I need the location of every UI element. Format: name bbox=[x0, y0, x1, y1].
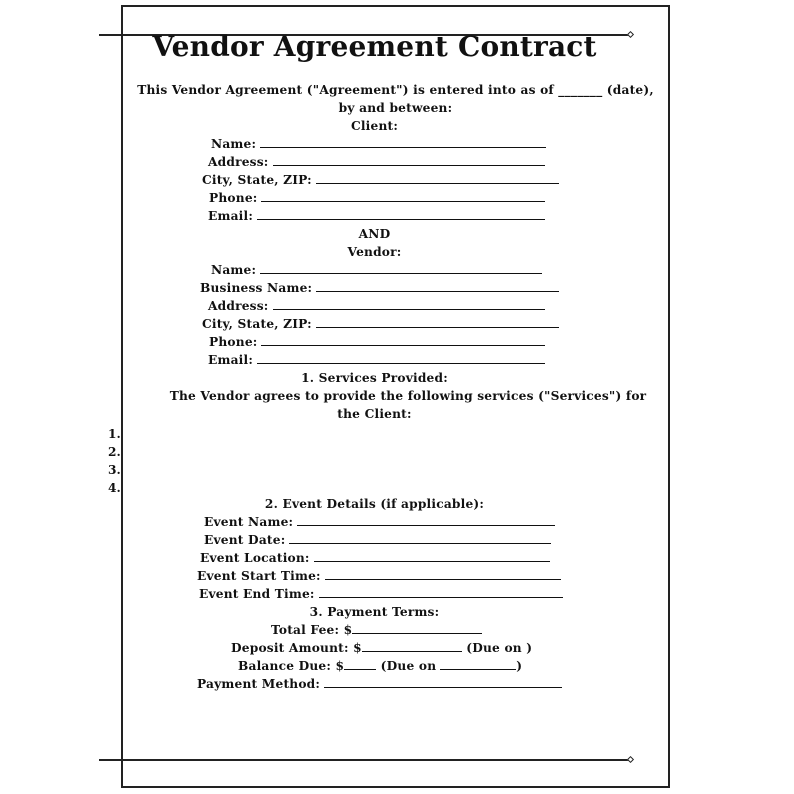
client-name-row bbox=[211, 136, 546, 152]
balance-due-close: ) bbox=[516, 659, 523, 673]
intro-line-1 bbox=[121, 82, 670, 98]
payment-method-field[interactable] bbox=[324, 676, 562, 688]
vendor-name-row bbox=[211, 262, 542, 278]
balance-row bbox=[238, 658, 522, 674]
event-end-label: Event End Time: bbox=[199, 587, 315, 601]
event-date-field[interactable] bbox=[289, 532, 551, 544]
client-email-row bbox=[208, 208, 545, 224]
vendor-city-label: City, State, ZIP: bbox=[202, 317, 312, 331]
section-1-text-1: The Vendor agrees to provide the following services ("Services") for bbox=[169, 389, 647, 403]
client-phone-row bbox=[209, 190, 545, 206]
service-item-4[interactable]: 4. bbox=[108, 481, 121, 495]
vendor-business-field[interactable] bbox=[316, 280, 559, 292]
client-phone-field[interactable] bbox=[261, 190, 545, 202]
deposit-label: Deposit Amount: $ bbox=[231, 641, 362, 655]
vendor-city-field[interactable] bbox=[316, 316, 559, 328]
total-fee-field[interactable] bbox=[352, 622, 482, 634]
vendor-phone-row bbox=[209, 334, 545, 350]
vendor-business-row bbox=[200, 280, 559, 296]
deposit-due-text: (Due on ) bbox=[466, 641, 533, 655]
event-date-row bbox=[204, 532, 551, 548]
client-address-row bbox=[208, 154, 545, 170]
section-3-heading: 3. Payment Terms: bbox=[309, 605, 440, 619]
balance-due-text: (Due on bbox=[380, 659, 437, 673]
event-start-label: Event Start Time: bbox=[197, 569, 321, 583]
service-item-1[interactable]: 1. bbox=[108, 427, 121, 441]
client-city-label: City, State, ZIP: bbox=[202, 173, 312, 187]
client-email-label: Email: bbox=[208, 209, 254, 223]
client-heading: Client: bbox=[350, 119, 399, 133]
vendor-city-row bbox=[202, 316, 559, 332]
client-email-field[interactable] bbox=[257, 208, 545, 220]
event-name-field[interactable] bbox=[297, 514, 555, 526]
event-end-row bbox=[199, 586, 563, 602]
client-city-field[interactable] bbox=[316, 172, 559, 184]
client-address-field[interactable] bbox=[273, 154, 545, 166]
payment-method-label: Payment Method: bbox=[197, 677, 321, 691]
vendor-heading: Vendor: bbox=[347, 245, 402, 259]
total-fee-label: Total Fee: $ bbox=[271, 623, 353, 637]
vendor-phone-field[interactable] bbox=[261, 334, 545, 346]
event-location-row bbox=[200, 550, 550, 566]
event-date-label: Event Date: bbox=[204, 533, 286, 547]
vendor-phone-label: Phone: bbox=[209, 335, 258, 349]
vendor-address-label: Address: bbox=[208, 299, 269, 313]
balance-due-date-field[interactable] bbox=[440, 658, 516, 670]
intro-text: This Vendor Agreement ("Agreement") is entered into as of _______ (date), bbox=[137, 83, 654, 97]
section-1-heading: 1. Services Provided: bbox=[301, 371, 448, 385]
balance-label: Balance Due: $ bbox=[238, 659, 345, 673]
service-item-2[interactable]: 2. bbox=[108, 445, 121, 459]
vendor-name-field[interactable] bbox=[260, 262, 542, 274]
client-city-row bbox=[202, 172, 559, 188]
deposit-row bbox=[231, 640, 532, 656]
vendor-address-row bbox=[208, 298, 545, 314]
section-1-text-2: the Client: bbox=[337, 407, 412, 421]
services-list bbox=[108, 426, 121, 498]
intro-line-2: by and between: bbox=[338, 101, 453, 115]
client-address-label: Address: bbox=[208, 155, 269, 169]
event-end-field[interactable] bbox=[319, 586, 563, 598]
service-item-3[interactable]: 3. bbox=[108, 463, 121, 477]
vendor-email-label: Email: bbox=[208, 353, 254, 367]
bottom-rule bbox=[99, 759, 629, 761]
client-phone-label: Phone: bbox=[209, 191, 258, 205]
event-name-row bbox=[204, 514, 555, 530]
event-start-field[interactable] bbox=[325, 568, 561, 580]
document-title: Vendor Agreement Contract bbox=[152, 30, 597, 63]
event-location-field[interactable] bbox=[314, 550, 550, 562]
client-name-label: Name: bbox=[211, 137, 257, 151]
payment-method-row bbox=[197, 676, 562, 692]
vendor-email-row bbox=[208, 352, 545, 368]
event-start-row bbox=[197, 568, 561, 584]
total-fee-row bbox=[271, 622, 482, 638]
balance-field[interactable] bbox=[344, 658, 376, 670]
vendor-name-label: Name: bbox=[211, 263, 257, 277]
deposit-field[interactable] bbox=[362, 640, 462, 652]
event-location-label: Event Location: bbox=[200, 551, 310, 565]
event-name-label: Event Name: bbox=[204, 515, 294, 529]
vendor-address-field[interactable] bbox=[273, 298, 545, 310]
and-label: AND bbox=[358, 227, 391, 241]
client-name-field[interactable] bbox=[260, 136, 546, 148]
vendor-email-field[interactable] bbox=[257, 352, 545, 364]
vendor-business-label: Business Name: bbox=[200, 281, 313, 295]
section-2-heading: 2. Event Details (if applicable): bbox=[264, 497, 485, 511]
